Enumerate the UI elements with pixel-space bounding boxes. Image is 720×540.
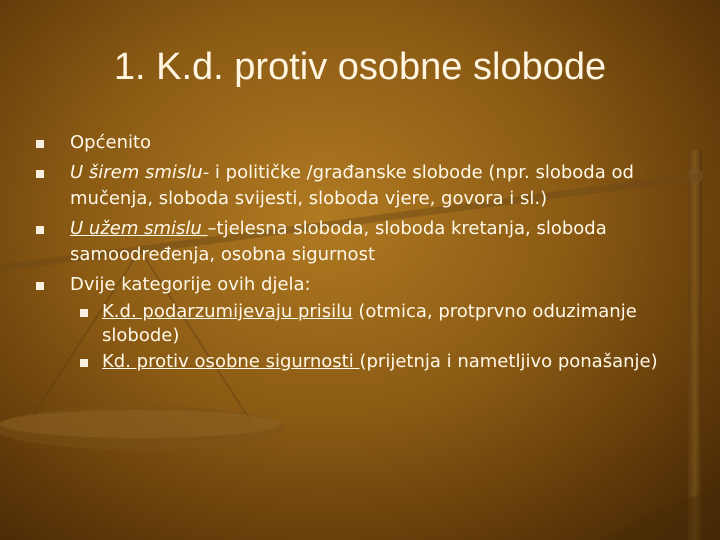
square-bullet-icon xyxy=(36,226,44,234)
bullet-item xyxy=(36,160,696,212)
square-bullet-icon xyxy=(80,309,88,317)
sub-bullet-link[interactable]: K.d. podarzumijevaju prisilu xyxy=(102,301,353,322)
bullet-text: Općenito xyxy=(70,132,152,153)
sub-bullet-link[interactable]: Kd. protiv osobne sigurnosti xyxy=(102,351,360,372)
bullet-text: –tjelesna sloboda, sloboda kretanja, sloboda samoodređenja, osobna sigurnost xyxy=(70,218,607,265)
square-bullet-icon xyxy=(36,282,44,290)
square-bullet-icon xyxy=(36,170,44,178)
bullet-item xyxy=(36,216,696,268)
sub-bullet-item xyxy=(36,300,696,348)
square-bullet-icon xyxy=(36,140,44,148)
square-bullet-icon xyxy=(80,359,88,367)
sub-bullet-text: (otmica, protprvno oduzimanje slobode) xyxy=(102,301,637,346)
bullet-item xyxy=(36,272,696,298)
bullet-emphasis: U užem smislu xyxy=(70,218,208,239)
bullet-item xyxy=(36,130,696,156)
bullet-text: Dvije kategorije ovih djela: xyxy=(70,274,311,295)
sub-bullet-text: (prijetnja i nametljivo ponašanje) xyxy=(359,351,658,372)
bullet-list xyxy=(36,130,696,374)
slide-title: 1. K.d. protiv osobne slobode xyxy=(113,46,607,88)
sub-bullet-item xyxy=(36,350,696,374)
bullet-text: i političke /građanske slobode (npr. sloboda od mučenja, sloboda svijesti, sloboda vjere, govora i sl.) xyxy=(70,162,634,209)
bullet-emphasis: U širem smislu- xyxy=(70,162,210,183)
